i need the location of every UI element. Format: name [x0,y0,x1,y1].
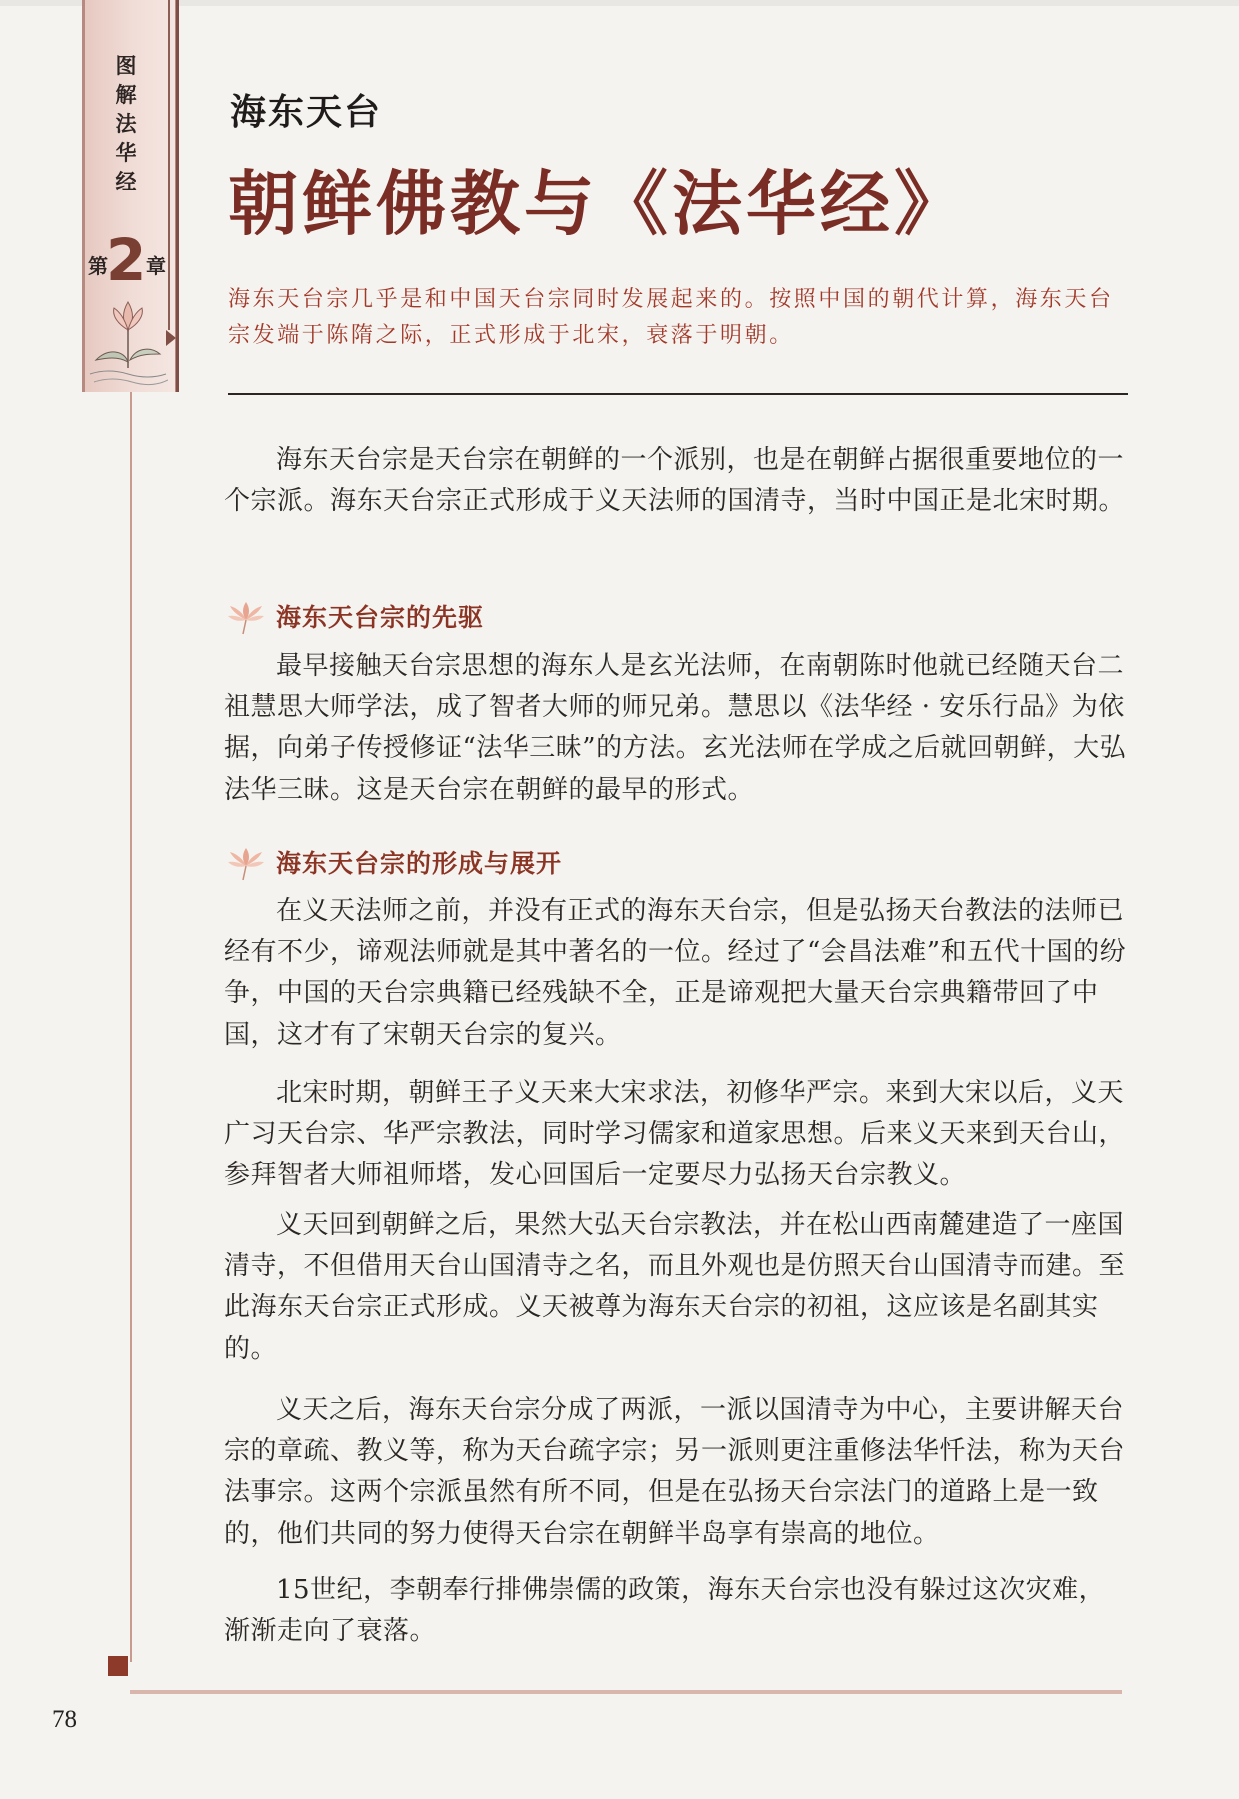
footer-rule [130,1690,1122,1694]
left-margin-rule [130,392,132,1662]
lotus-illustration-icon [88,290,168,390]
section-kicker: 海东天台 [230,92,383,133]
paragraph-7: 15世纪，李朝奉行排佛崇儒的政策，海东天台宗也没有躲过这次灾难，渐渐走向了衰落。 [224,1575,1106,1647]
paragraph-3: 在义天法师之前，并没有正式的海东天台宗，但是弘扬天台教法的法师已经有不少，谛观法师就是其中著名的一位。经过了“会昌法难”和五代十国的纷争，中国的天台宗典籍已经残缺不全，正是谛观把大量天台宗典籍带回了中国，这才有了宋朝天台宗的复兴。 [224,896,1127,1050]
subheading-label: 海东天台宗的形成与展开 [276,849,563,878]
intro-summary: 海东天台宗几乎是和中国天台宗同时发展起来的。按照中国的朝代计算，海东天台宗发端于陈隋之际，正式形成于北宋，衰落于明朝。 [228,287,1114,348]
chapter-marker [86,226,176,296]
lotus-bullet-icon [224,596,268,636]
book-title-vertical: 图解法华经 [115,54,137,194]
tab-edge-line [176,0,179,392]
paragraph-2: 最早接触天台宗思想的海东人是玄光法师，在南朝陈时他就已经随天台二祖慧思大师学法，成了智者大师的师兄弟。慧思以《法华经 · 安乐行品》为依据，向弟子传授修证“法华三昧”的方法。玄光法师在学成之后就回朝鲜，大弘法华三昧。这是天台宗在朝鲜的最早的形式。 [224,651,1127,805]
chapter-suffix: 章 [146,254,166,278]
corner-square-ornament [108,1656,128,1676]
paragraph-4: 北宋时期，朝鲜王子义天来大宋求法，初修华严宗。来到大宋以后，义天广习天台宗、华严宗教法，同时学习儒家和道家思想。后来义天来到天台山，参拜智者大师祖师塔，发心回国后一定要尽力弘扬天台宗教义。 [224,1078,1126,1191]
page-title: 朝鲜佛教与《法华经》 [228,163,968,245]
subheading-formation [224,842,562,882]
chapter-prefix: 第 [88,254,108,278]
chapter-number: 2 [106,226,147,294]
paragraph-6: 义天之后，海东天台宗分成了两派，一派以国清寺为中心，主要讲解天台宗的章疏、教义等，称为天台疏字宗；另一派则更注重修法华忏法，称为天台法事宗。这两个宗派虽然有所不同，但是在弘扬天台宗法门的道路上是一致的，他们共同的努力使得天台宗在朝鲜半岛享有崇高的地位。 [224,1395,1126,1549]
header-divider [228,393,1128,395]
paragraph-1: 海东天台宗是天台宗在朝鲜的一个派别，也是在朝鲜占据很重要地位的一个宗派。海东天台宗正式形成于义天法师的国清寺，当时中国正是北宋时期。 [224,445,1126,517]
page-number: 78 [52,1706,77,1733]
lotus-bullet-icon [224,842,268,882]
subheading-label: 海东天台宗的先驱 [276,603,485,632]
page-top-edge [0,0,1239,6]
subheading-pioneers [224,596,484,636]
paragraph-5: 义天回到朝鲜之后，果然大弘天台宗教法，并在松山西南麓建造了一座国清寺，不但借用天台山国清寺之名，而且外观也是仿照天台山国清寺而建。至此海东天台宗正式形成。义天被尊为海东天台宗的初祖，这应该是名副其实的。 [224,1210,1126,1364]
